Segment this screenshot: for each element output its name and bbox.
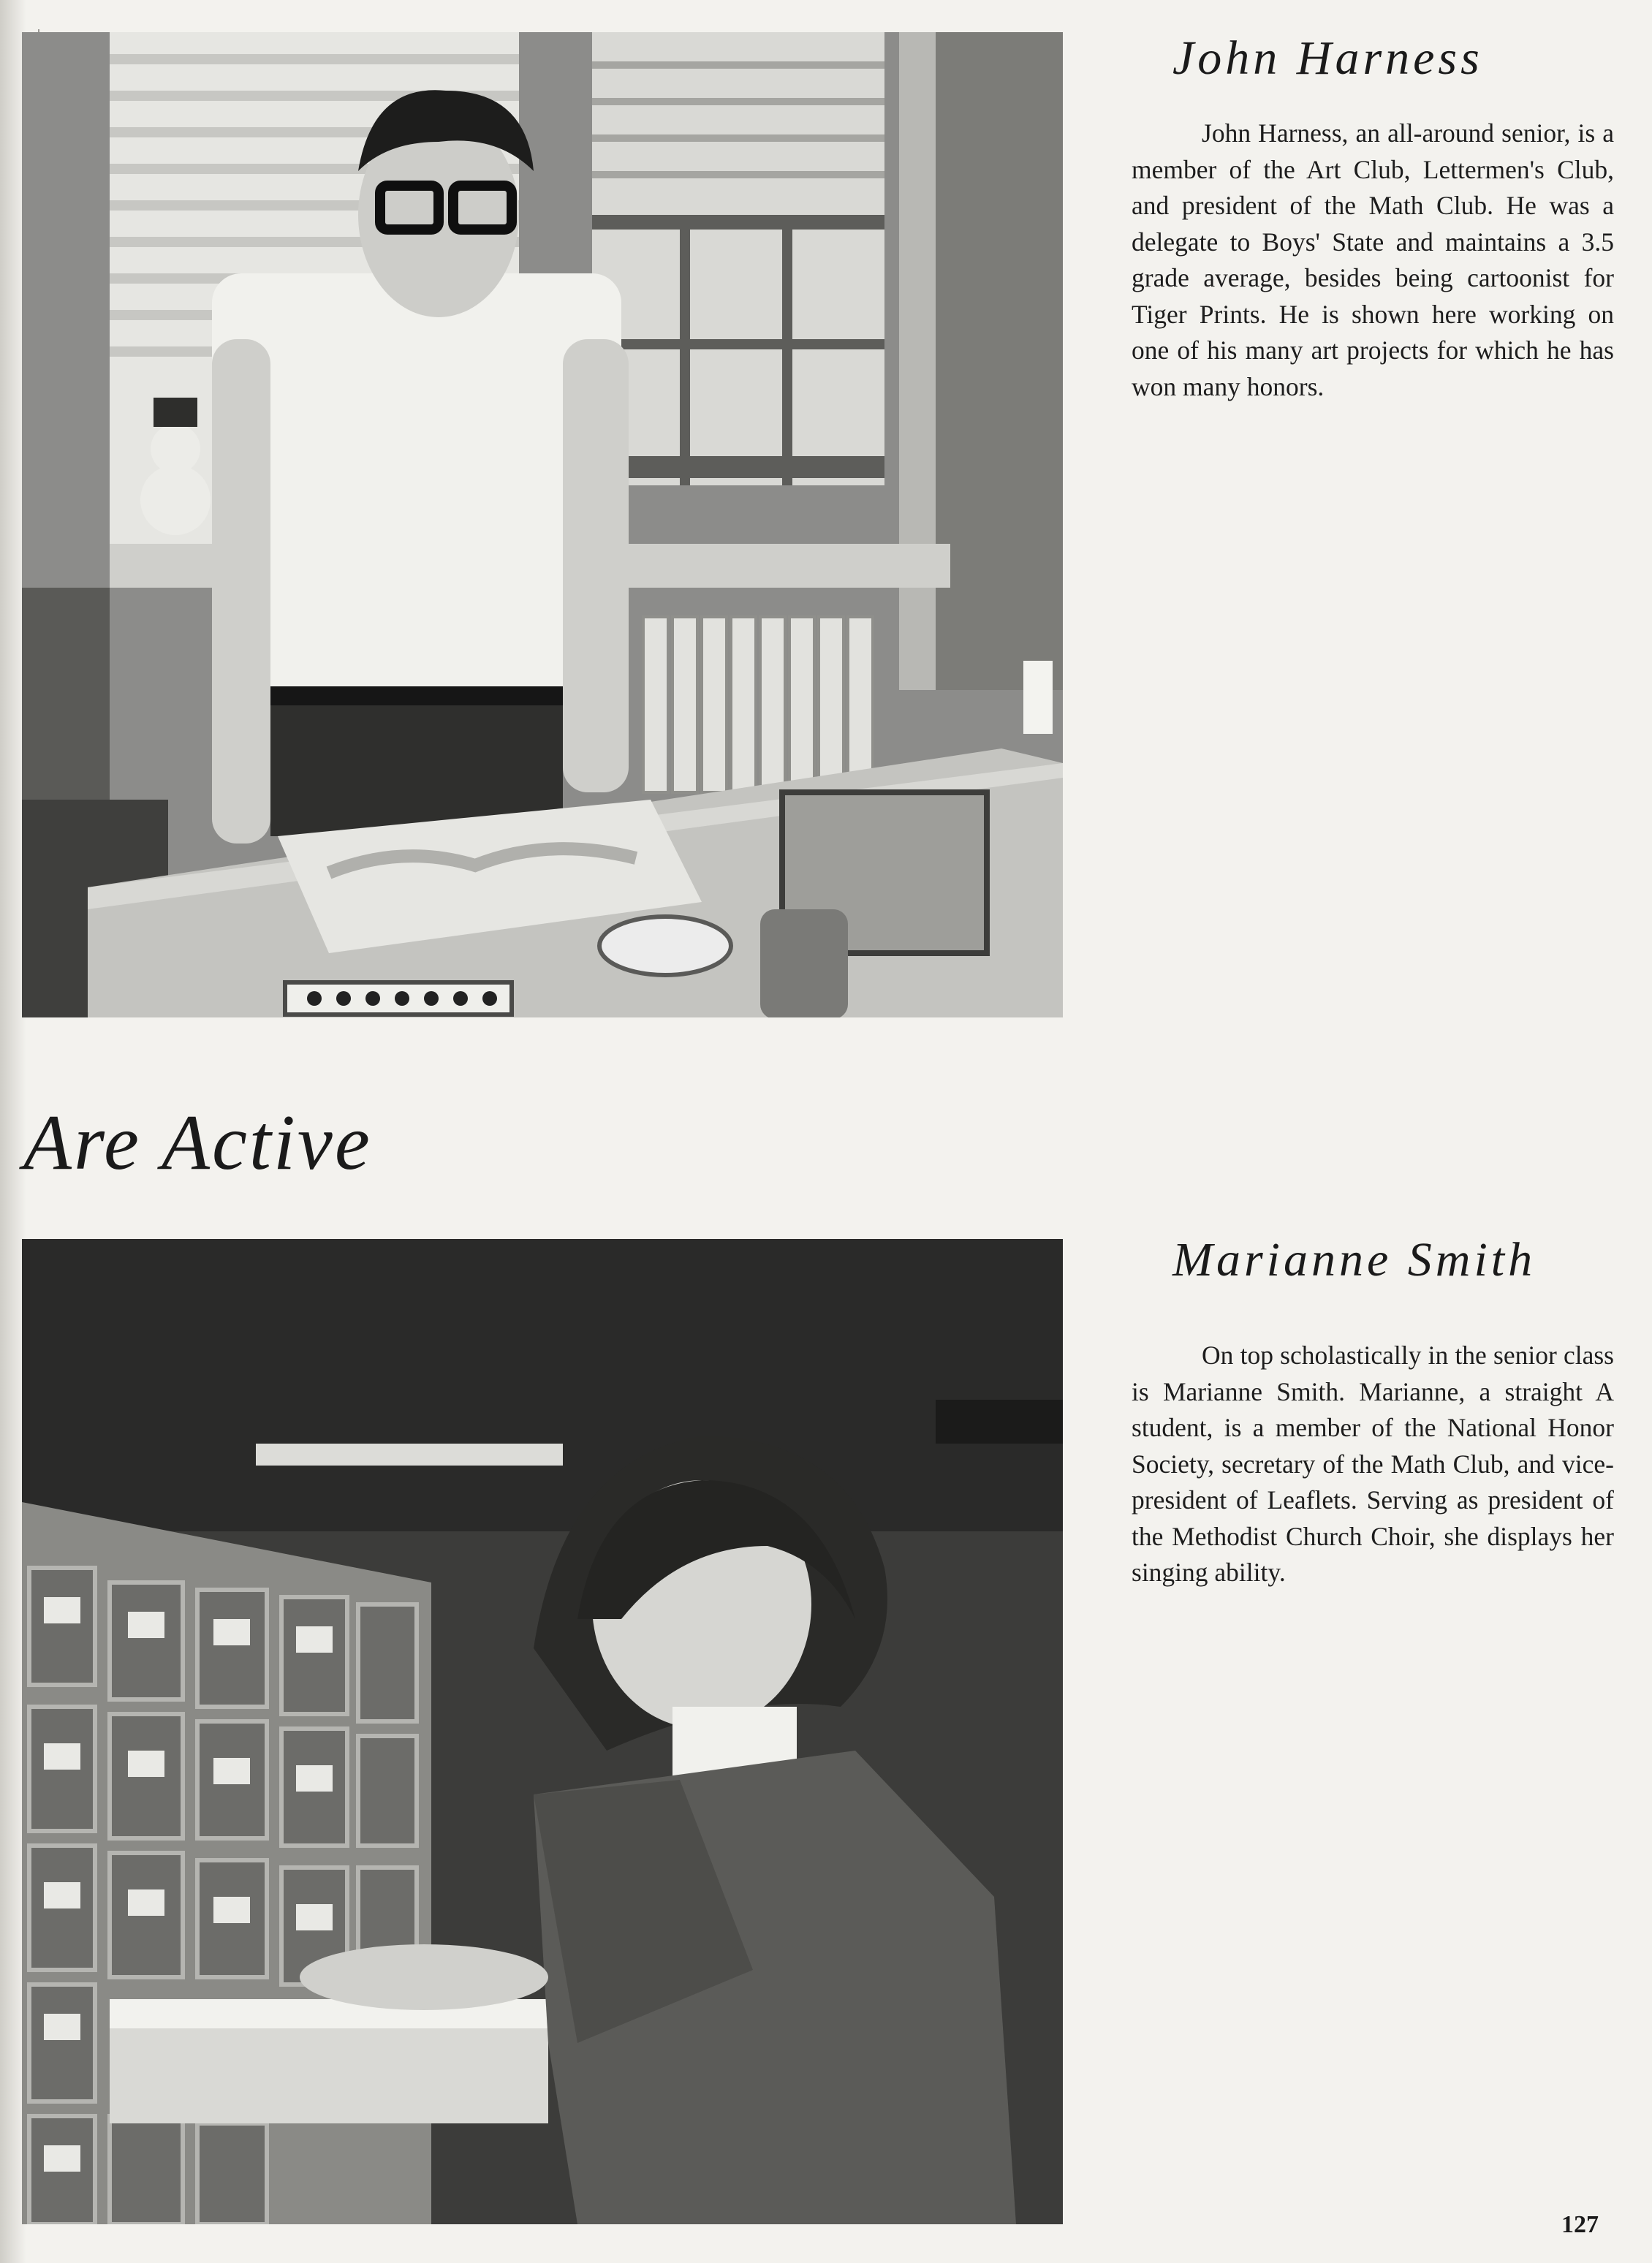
photo-art-room-scene — [22, 32, 1063, 1017]
profile-text-john-harness — [1132, 115, 1614, 405]
photo-john-harness — [22, 32, 1063, 1017]
photo-library-card-catalog-scene — [22, 1239, 1063, 2224]
profile-name-john-harness: John Harness — [1172, 31, 1483, 85]
page-headline: Are Active — [23, 1099, 372, 1186]
profile-text-marianne-smith — [1132, 1338, 1614, 1591]
page-number: 127 — [1561, 2211, 1599, 2238]
profile-name-marianne-smith: Marianne Smith — [1172, 1233, 1537, 1286]
profile-paragraph: On top scholastically in the senior class is Marianne Smith. Marianne, a straight A student, is a member of the National Honor Society, secretary of the Math Club, and vice-president of Leaflets. Serving as president of the Methodist Church Choir, she displays her singing ability. — [1132, 1341, 1614, 1587]
photo-marianne-smith — [22, 1239, 1063, 2224]
profile-paragraph: John Harness, an all-around senior, is a member of the Art Club, Lettermen's Club, and president of the Math Club. He was a delegate to Boys' State and maintains a 3.5 grade average, besides being cartoonist for Tiger Prints. He is shown here working on one of his many art projects for which he has won many honors. — [1132, 118, 1614, 401]
